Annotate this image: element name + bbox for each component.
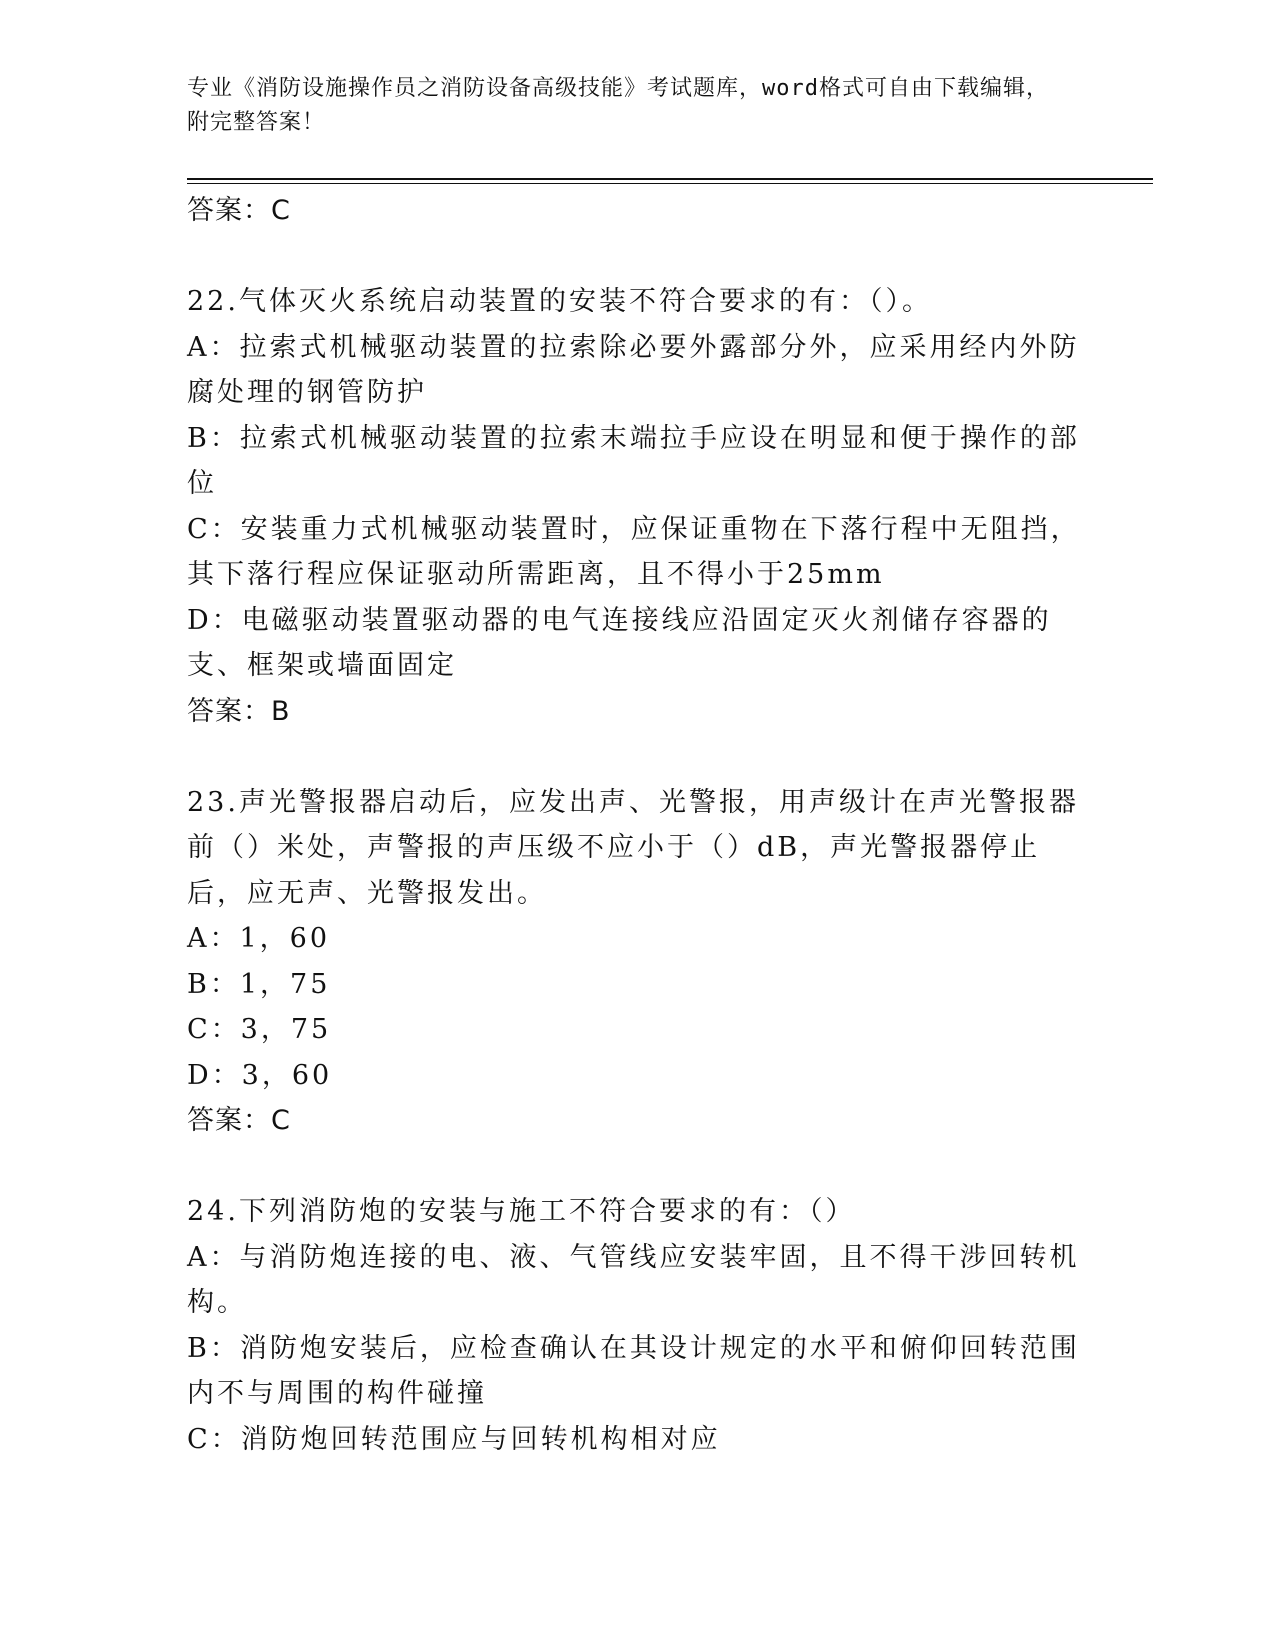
option-b: B：1，75 <box>187 968 331 1000</box>
option-a: A：1，60 <box>187 923 331 954</box>
question-answer: 答案：B <box>187 695 291 727</box>
option-d: D：电磁驱动装置驱动器的电气连接线应沿固定灭火剂储存容器的支、框架或墙面固定 <box>187 604 1052 681</box>
header-rule-thick <box>187 178 1153 180</box>
previous-answer: 答案：C <box>187 195 291 226</box>
header-rule-thin <box>187 183 1153 184</box>
question-22 <box>187 279 1087 734</box>
question-answer: 答案：C <box>187 1105 291 1136</box>
option-c: C：安装重力式机械驱动装置时，应保证重物在下落行程中无阻挡，其下落行程应保证驱动所需距离，且不得小于25mm <box>187 513 1081 590</box>
question-stem: 24.下列消防炮的安装与施工不符合要求的有：（） <box>187 1196 856 1227</box>
option-c: C：3，75 <box>187 1014 332 1045</box>
page-header: 专业《消防设施操作员之消防设备高级技能》考试题库，word格式可自由下载编辑，附完整答案！ <box>187 76 1049 135</box>
question-23 <box>187 780 1087 1144</box>
option-b: B：消防炮安装后，应检查确认在其设计规定的水平和俯仰回转范围内不与周围的构件碰撞 <box>187 1332 1080 1409</box>
option-b: B：拉索式机械驱动装置的拉索末端拉手应设在明显和便于操作的部位 <box>187 422 1080 499</box>
option-a: A：与消防炮连接的电、液、气管线应安装牢固，且不得干涉回转机构。 <box>187 1241 1080 1318</box>
question-content <box>187 188 1087 1462</box>
question-stem: 23.声光警报器启动后，应发出声、光警报，用声级计在声光警报器前（）米处，声警报的声压级不应小于（）dB，声光警报器停止后，应无声、光警报发出。 <box>187 786 1079 909</box>
spacer <box>187 734 1087 780</box>
option-c: C：消防炮回转范围应与回转机构相对应 <box>187 1423 721 1455</box>
question-24 <box>187 1189 1087 1462</box>
spacer <box>187 1144 1087 1190</box>
spacer <box>187 234 1087 280</box>
question-stem: 22.气体灭火系统启动装置的安装不符合要求的有：（）。 <box>187 286 932 317</box>
option-a: A：拉索式机械驱动装置的拉索除必要外露部分外，应采用经内外防腐处理的钢管防护 <box>187 331 1080 408</box>
option-d: D：3，60 <box>187 1059 333 1091</box>
